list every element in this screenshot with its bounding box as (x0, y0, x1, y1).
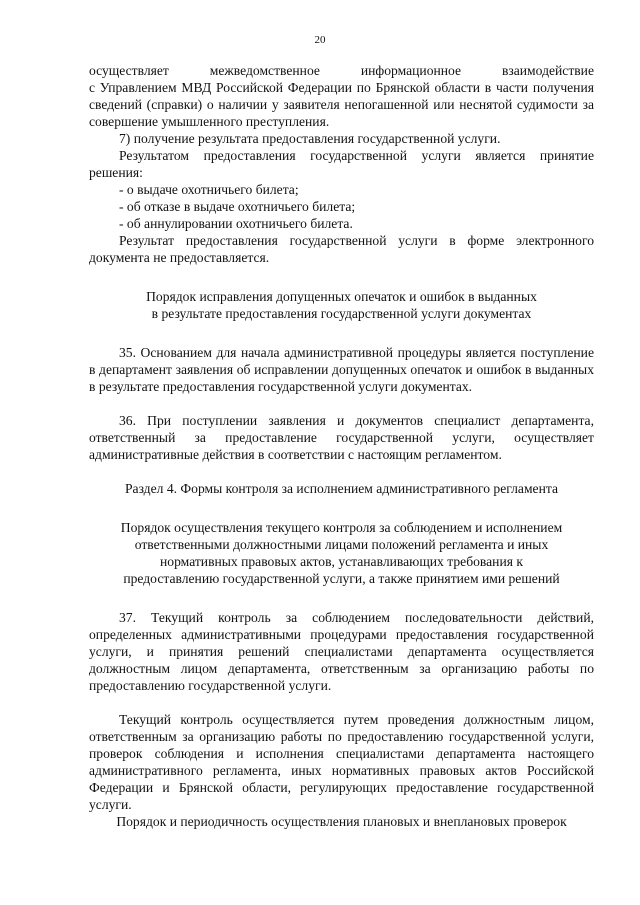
result-item-refusal: - об отказе в выдаче охотничьего билета; (119, 199, 356, 214)
heading-control-line1: Порядок осуществления текущего контроля за соблюдением и исполнением (120, 520, 563, 535)
heading-control-line3: нормативных правовых актов, устанавливающих требования к (160, 554, 523, 569)
result-item-issue: - о выдаче охотничьего билета; (119, 182, 299, 197)
heading-correction-line1: Порядок исправления допущенных опечаток и ошибок в выданных (146, 289, 537, 304)
paragraph-37: 37. Текущий контроль за соблюдением последовательности действий, определенных административными процедурами предоставления государственной услуги, и принятия решений специалистами департамента осуществляется должностным лицом департамента, ответственным за организацию работы по предоставлению государственной услуги. (89, 610, 594, 693)
page-number: 20 (314, 34, 326, 46)
paragraph-35: 35. Основанием для начала административной процедуры является поступление в департамент заявления об исправлении допущенных опечаток и ошибок в выданных в результате предоставления государственной услуги документах. (89, 345, 594, 394)
heading-correction-line2: в результате предоставления государственной услуги документах (151, 306, 532, 321)
heading-correction (77, 288, 606, 322)
result-intro: Результатом предоставления государственной услуги является принятие решения: (89, 148, 594, 180)
result-item-cancel: - об аннулировании охотничьего билета. (119, 216, 353, 231)
heading-control (77, 519, 606, 587)
result-electronic: Результат предоставления государственной услуги в форме электронного документа не предоставляется. (89, 233, 594, 265)
heading-control-line4: предоставлению государственной услуги, а также принятием ими решений (123, 571, 560, 586)
heading-periodicity: Порядок и периодичность осуществления плановых и внеплановых проверок (116, 814, 567, 829)
document-body (89, 62, 594, 830)
paragraph-interaction-rest: с Управлением МВД Российской Федерации по Брянской области в части получения сведений (справки) о наличии у заявителя непогашенной или неснятой судимости за совершение умышленного преступления. (89, 80, 594, 129)
paragraph-current-control: Текущий контроль осуществляется путем проведения должностным лицом, ответственным за организацию работы по предоставлению государственной услуги, проверок соблюдения и исполнения специалистами департамента настоящего административного регламента, иных нормативных правовых актов Российской Федерации и Брянской области, регулирующих предоставление государственной услуги. (89, 712, 594, 812)
item-7: 7) получение результата предоставления государственной услуги. (119, 131, 501, 146)
paragraph-36: 36. При поступлении заявления и документов специалист департамента, ответственный за предоставление государственной услуги, осуществляет административные действия в соответствии с настоящим регламентом. (89, 413, 594, 462)
section-4-title: Раздел 4. Формы контроля за исполнением административного регламента (124, 481, 559, 496)
heading-control-line2: ответственными должностными лицами положений регламента и иных (134, 537, 549, 552)
paragraph-interaction-line1: осуществляет межведомственное информационное взаимодействие (89, 63, 594, 78)
